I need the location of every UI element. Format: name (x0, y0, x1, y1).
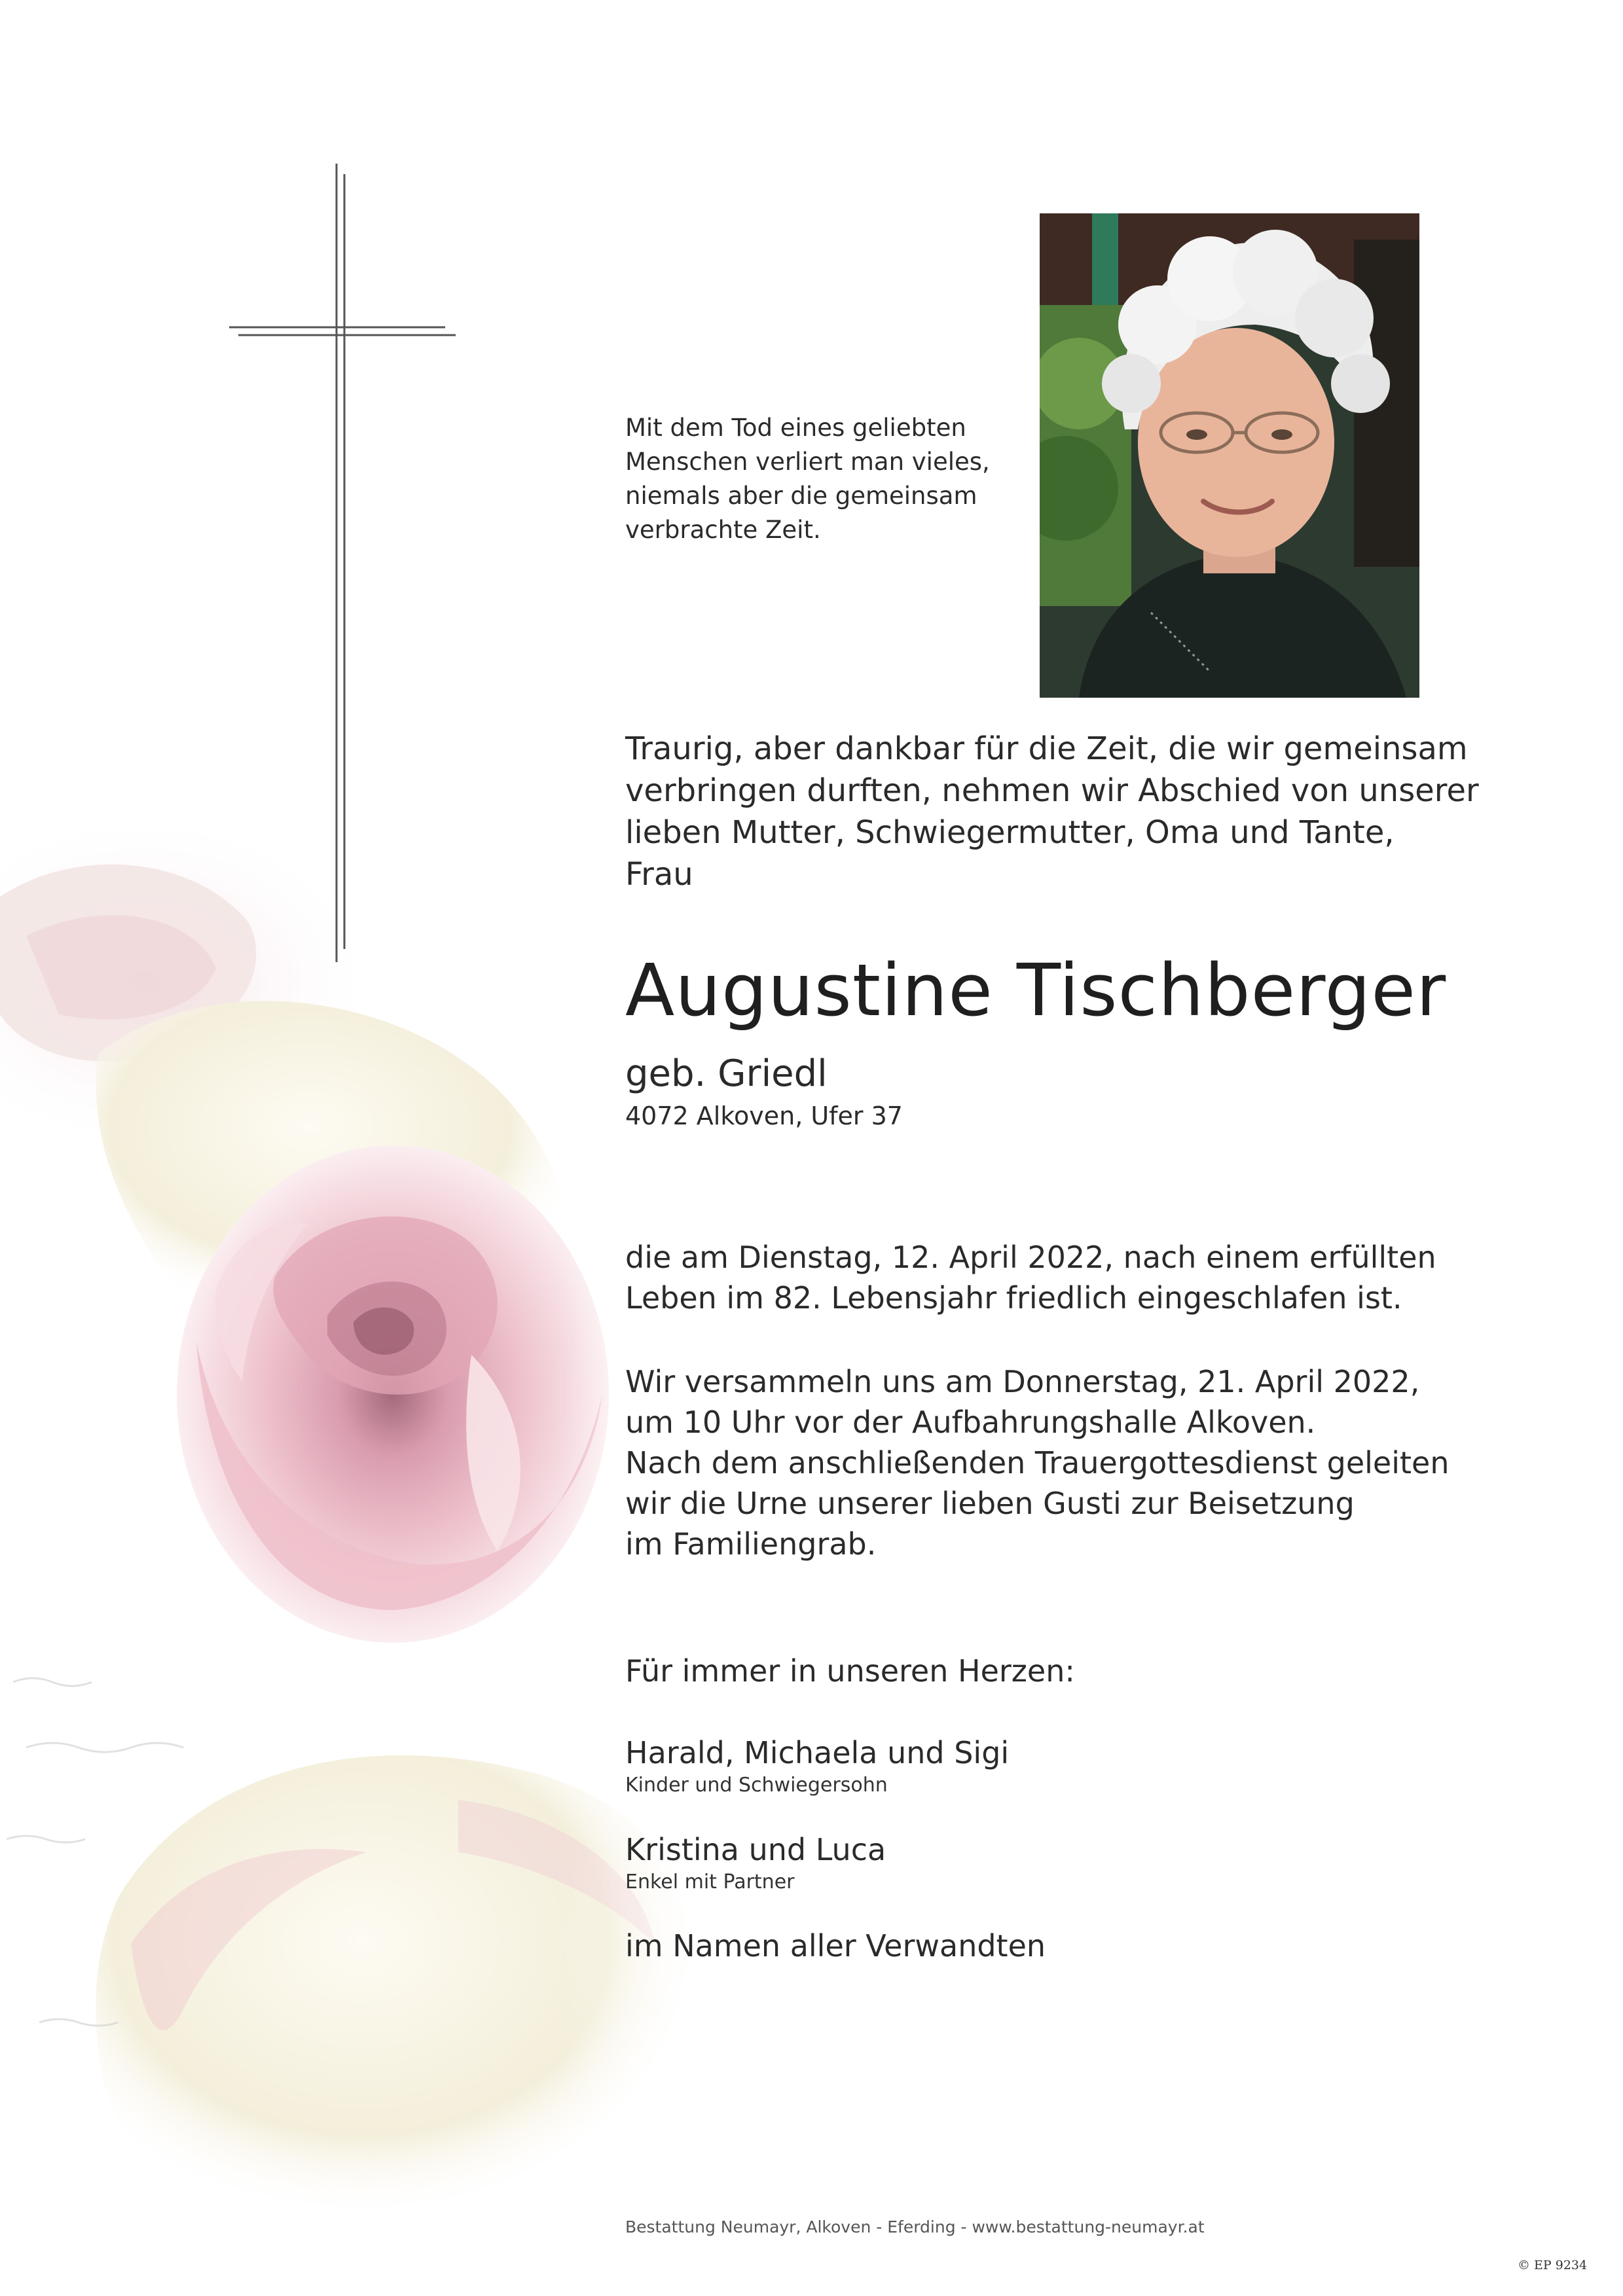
cross-icon (223, 164, 458, 962)
opening-quote (625, 411, 992, 547)
intro-paragraph (625, 728, 1479, 895)
deceased-name: Augustine Tischberger (625, 948, 1447, 1032)
mourner-relation: Kinder und Schwiegersohn (625, 1774, 888, 1797)
funeral-line: Nach dem anschließenden Trauergottesdienst geleiten (625, 1445, 1450, 1480)
death-notice (625, 1237, 1444, 1318)
intro-line: verbringen durften, nehmen wir Abschied von unserer (625, 772, 1479, 809)
funeral-line: wir die Urne unserer lieben Gusti zur Beisetzung (625, 1486, 1355, 1521)
mourner-relation: Enkel mit Partner (625, 1871, 795, 1893)
mourners-closing: im Namen aller Verwandten (625, 1928, 1046, 1964)
maiden-name: geb. Griedl (625, 1052, 828, 1095)
portrait-photo (1040, 213, 1419, 698)
quote-line: Menschen verliert man vieles, (625, 448, 990, 476)
intro-line: Frau (625, 856, 693, 893)
document-code: © EP 9234 (1518, 2258, 1588, 2272)
death-line: die am Dienstag, 12. April 2022, nach einem erfüllten (625, 1240, 1436, 1275)
mourners-heading: Für immer in unseren Herzen: (625, 1653, 1075, 1689)
funeral-details (625, 1361, 1450, 1564)
funeral-line: Wir versammeln uns am Donnerstag, 21. April 2022, (625, 1364, 1420, 1399)
mourner-names: Harald, Michaela und Sigi (625, 1735, 1010, 1770)
funeral-line: im Familiengrab. (625, 1526, 877, 1562)
mourner-names: Kristina und Luca (625, 1832, 886, 1867)
intro-line: Traurig, aber dankbar für die Zeit, die wir gemeinsam (625, 730, 1468, 767)
death-line: Leben im 82. Lebensjahr friedlich eingeschlafen ist. (625, 1280, 1402, 1316)
quote-line: verbrachte Zeit. (625, 516, 821, 544)
funeral-home-footer: Bestattung Neumayr, Alkoven - Eferding - www.bestattung-neumayr.at (625, 2217, 1205, 2236)
intro-line: lieben Mutter, Schwiegermutter, Oma und Tante, (625, 814, 1395, 851)
funeral-line: um 10 Uhr vor der Aufbahrungshalle Alkoven. (625, 1405, 1316, 1440)
quote-line: niemals aber die gemeinsam (625, 482, 977, 510)
deceased-address: 4072 Alkoven, Ufer 37 (625, 1102, 903, 1130)
quote-line: Mit dem Tod eines geliebten (625, 414, 966, 442)
